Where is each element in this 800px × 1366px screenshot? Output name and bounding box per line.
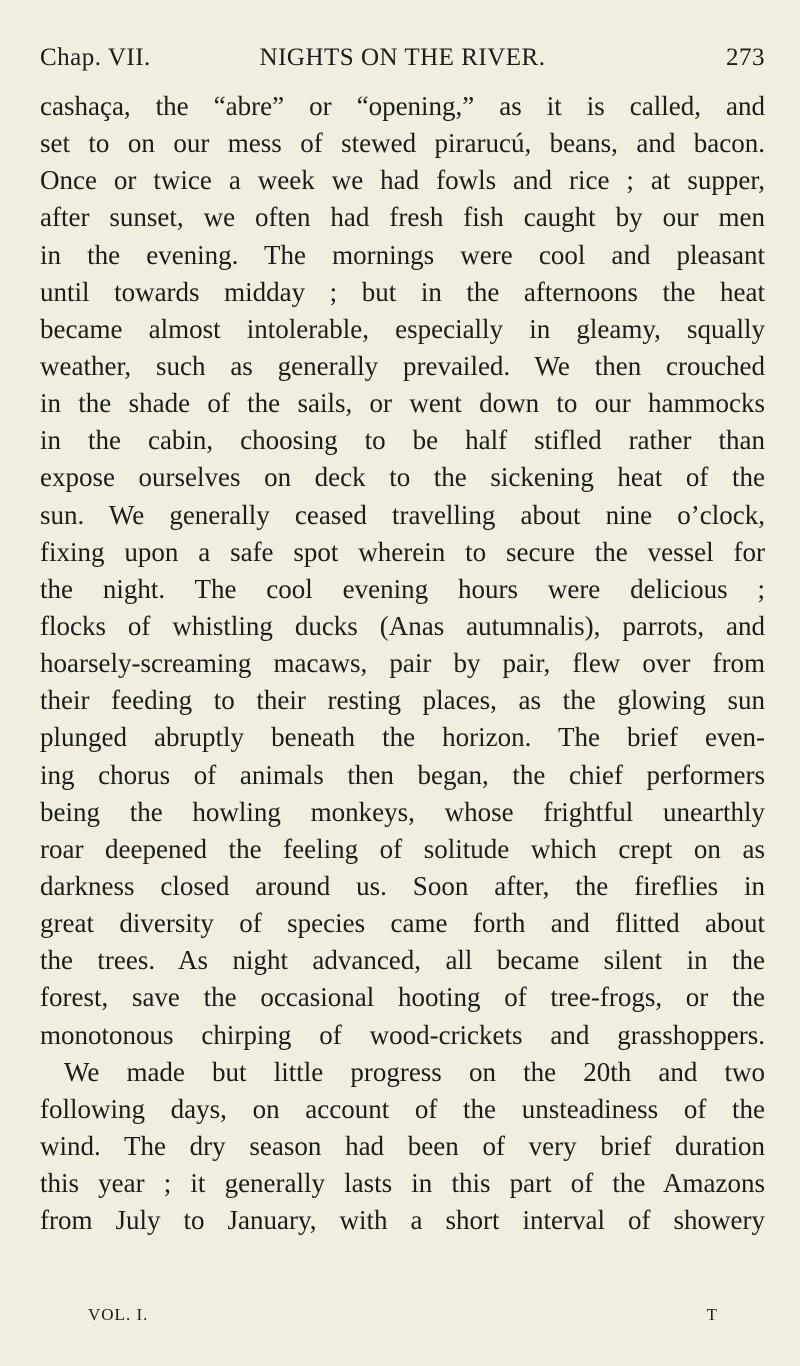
- text-line: the trees. As night advanced, all became silent in the: [40, 945, 765, 976]
- page-number: 273: [726, 44, 765, 71]
- running-title: NIGHTS ON THE RIVER.: [259, 44, 546, 71]
- text-line: We made but little progress on the 20th and two: [64, 1056, 765, 1087]
- page-footer: [88, 1305, 718, 1329]
- text-line: plunged abruptly beneath the horizon. The brief even-: [40, 722, 765, 753]
- volume-label: VOL. I.: [88, 1305, 149, 1324]
- text-line: hoarsely-screaming macaws, pair by pair, flew over from: [40, 648, 765, 679]
- text-line: until towards midday ; but in the afternoons the heat: [40, 276, 765, 307]
- text-line: fixing upon a safe spot wherein to secure the vessel for: [40, 536, 765, 567]
- body-text: [40, 88, 765, 1239]
- text-line: great diversity of species came forth and flitted about: [40, 908, 765, 939]
- text-line: expose ourselves on deck to the sickening heat of the: [40, 462, 765, 493]
- text-line: the night. The cool evening hours were delicious ;: [40, 573, 765, 604]
- running-header: [40, 44, 765, 76]
- text-line: flocks of whistling ducks (Anas autumnalis), parrots, and: [40, 610, 765, 641]
- text-line: this year ; it generally lasts in this part of the Amazons: [40, 1168, 765, 1199]
- text-line: in the cabin, choosing to be half stifled rather than: [40, 425, 765, 456]
- text-line: set to on our mess of stewed pirarucú, beans, and bacon.: [40, 128, 765, 159]
- text-line: following days, on account of the unsteadiness of the: [40, 1093, 765, 1124]
- text-line: wind. The dry season had been of very brief duration: [40, 1130, 765, 1161]
- text-line: sun. We generally ceased travelling about nine o’clock,: [40, 499, 765, 530]
- text-line: ing chorus of animals then began, the chief performers: [40, 759, 765, 790]
- text-line: roar deepened the feeling of solitude which crept on as: [40, 833, 765, 864]
- text-line: their feeding to their resting places, as the glowing sun: [40, 685, 765, 716]
- text-line: after sunset, we often had fresh fish caught by our men: [40, 202, 765, 233]
- text-line: being the howling monkeys, whose frightful unearthly: [40, 796, 765, 827]
- text-line: weather, such as generally prevailed. We then crouched: [40, 350, 765, 381]
- text-line: forest, save the occasional hooting of tree-frogs, or the: [40, 982, 765, 1013]
- text-line: in the evening. The mornings were cool and pleasant: [40, 239, 765, 270]
- text-line: Once or twice a week we had fowls and rice ; at supper,: [40, 165, 765, 196]
- text-line: in the shade of the sails, or went down to our hammocks: [40, 388, 765, 419]
- text-line: cashaça, the “abre” or “opening,” as it is called, and: [40, 91, 765, 121]
- text-line: monotonous chirping of wood-crickets and grasshoppers.: [40, 1019, 765, 1050]
- chapter-label: Chap. VII.: [40, 44, 151, 71]
- text-line: from July to January, with a short interval of showery: [40, 1205, 765, 1236]
- text-line: darkness closed around us. Soon after, the fireflies in: [40, 870, 765, 901]
- signature-mark: T: [706, 1305, 718, 1324]
- text-line: became almost intolerable, especially in gleamy, squally: [40, 313, 765, 344]
